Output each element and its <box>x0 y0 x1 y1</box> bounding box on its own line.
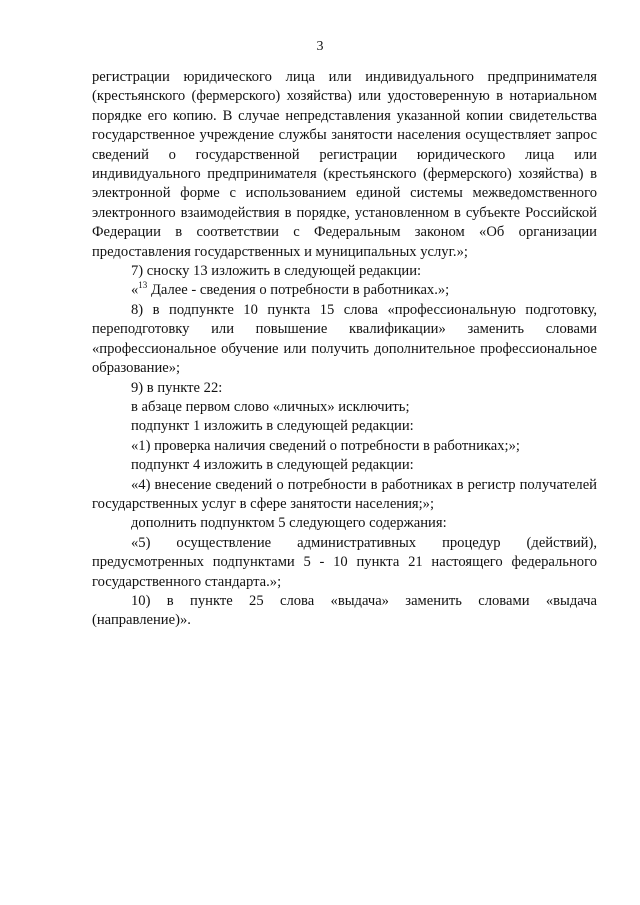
paragraph-item-9-first-abzac: в абзаце первом слово «личных» исключить; <box>131 398 410 415</box>
page-number: 3 <box>316 39 324 54</box>
paragraph-subitem-5-text: «5) осуществление административных процедур (действий), предусмотренных подпунктами 5 - 10 пункта 21 настоящего федерального государственного стандарта.»; <box>92 534 597 590</box>
paragraph-item-9: 9) в пункте 22: <box>131 379 223 396</box>
footnote-text: Далее - сведения о потребности в работниках.»; <box>147 282 450 299</box>
paragraph-subitem-1-intro: подпункт 1 изложить в следующей редакции: <box>131 418 414 435</box>
document-body <box>92 68 597 631</box>
paragraph-subitem-1-text: «1) проверка наличия сведений о потребности в работниках;»; <box>131 437 520 454</box>
footnote-marker: 13 <box>138 280 148 291</box>
paragraph-subitem-4-intro: подпункт 4 изложить в следующей редакции: <box>131 457 414 474</box>
paragraph-item-7: 7) сноску 13 изложить в следующей редакции: <box>131 263 422 280</box>
paragraph-subitem-4-text: «4) внесение сведений о потребности в работниках в регистр получателей государственных услуг в сфере занятости населения;»; <box>92 476 597 512</box>
paragraph-subitem-5-intro: дополнить подпунктом 5 следующего содержания: <box>131 515 447 532</box>
paragraph-item-8: 8) в подпункте 10 пункта 15 слова «профессиональную подготовку, переподготовку или повышение квалификации» заменить словами «профессиональное обучение или получить дополнительное профессиональное образование»; <box>92 301 597 377</box>
footnote-open-quote: « <box>131 282 139 299</box>
paragraph-registration-continuation: регистрации юридического лица или индивидуального предпринимателя (крестьянского (фермерского) хозяйства) или удостоверенную в нотариальном порядке его копию. В случае непредставления указанной копии свидетельства государственное учреждение службы занятости населения осуществляет запрос сведений о государственной регистрации юридического лица или индивидуального предпринимателя (крестьянского (фермерского) хозяйства) в электронной форме с использованием единой системы межведомственного электронного взаимодействия в порядке, установленном в субъекте Российской Федерации в соответствии с Федеральным законом «Об организации предоставления государственных и муниципальных услуг.»; <box>92 69 597 260</box>
paragraph-footnote-13 <box>92 281 597 300</box>
paragraph-item-10: 10) в пункте 25 слова «выдача» заменить словами «выдача (направление)». <box>92 592 597 629</box>
